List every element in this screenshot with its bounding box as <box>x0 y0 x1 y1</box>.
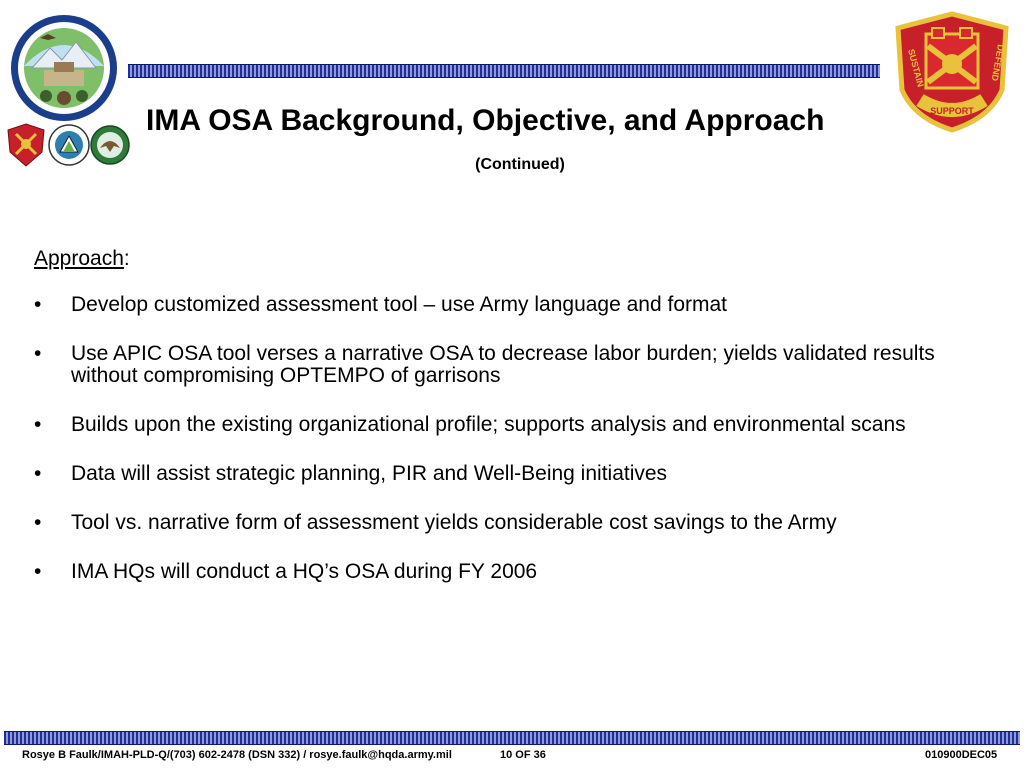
installation-seal-small-emblem <box>48 122 90 168</box>
bullet-dot: • <box>34 560 42 583</box>
footer-code: 010900DEC05 <box>925 749 998 761</box>
army-crest-small-emblem <box>4 122 48 168</box>
slide-subtitle: (Continued) <box>475 156 565 173</box>
slide-content <box>34 248 1004 610</box>
bullet-text: Data will assist strategic planning, PIR and Well-Being initiatives <box>71 462 668 485</box>
section-heading-word: Approach <box>34 247 124 270</box>
bullet-text: Use APIC OSA tool verses a narrative OSA to decrease labor burden; yields validated results without compromising OPTEMPO of garrisons <box>71 342 935 387</box>
header-stripe-bar <box>128 64 880 78</box>
bullet-text: Develop customized assessment tool – use Army language and format <box>71 293 728 316</box>
footer-stripe-bar <box>4 731 1020 745</box>
bullet-item <box>34 561 1004 583</box>
footer-author: Rosye B Faulk/IMAH-PLD-Q/(703) 602-2478 (DSN 332) / rosye.faulk@hqda.army.mil <box>22 749 452 761</box>
section-heading-suffix: : <box>123 247 130 270</box>
bullet-text: IMA HQs will conduct a HQ’s OSA during FY 2006 <box>71 560 538 583</box>
section-heading <box>34 248 1004 270</box>
footer-page-number: 10 OF 36 <box>500 749 546 761</box>
bullet-item <box>34 512 1004 534</box>
bullet-item <box>34 414 1004 436</box>
slide-title: IMA OSA Background, Objective, and Approach <box>146 104 825 137</box>
garrison-seal-emblem <box>10 14 118 122</box>
bullet-text: Builds upon the existing organizational profile; supports analysis and environmental scans <box>71 413 906 436</box>
bullet-item <box>34 463 1004 485</box>
bullet-list <box>34 294 1004 583</box>
badge-bottom-text: SUPPORT <box>930 106 974 116</box>
region-seal-small-emblem <box>90 124 130 166</box>
badge-left-text: SUSTAIN <box>906 47 926 89</box>
bullet-dot: • <box>34 511 42 534</box>
bullet-dot: • <box>34 413 42 436</box>
bullet-dot: • <box>34 342 42 365</box>
badge-right-text: DEFEND <box>989 43 1006 82</box>
bullet-dot: • <box>34 293 42 316</box>
bullet-dot: • <box>34 462 42 485</box>
bullet-item <box>34 294 1004 316</box>
bullet-item <box>34 343 1004 387</box>
bullet-text: Tool vs. narrative form of assessment yields considerable cost savings to the Army <box>71 511 837 534</box>
